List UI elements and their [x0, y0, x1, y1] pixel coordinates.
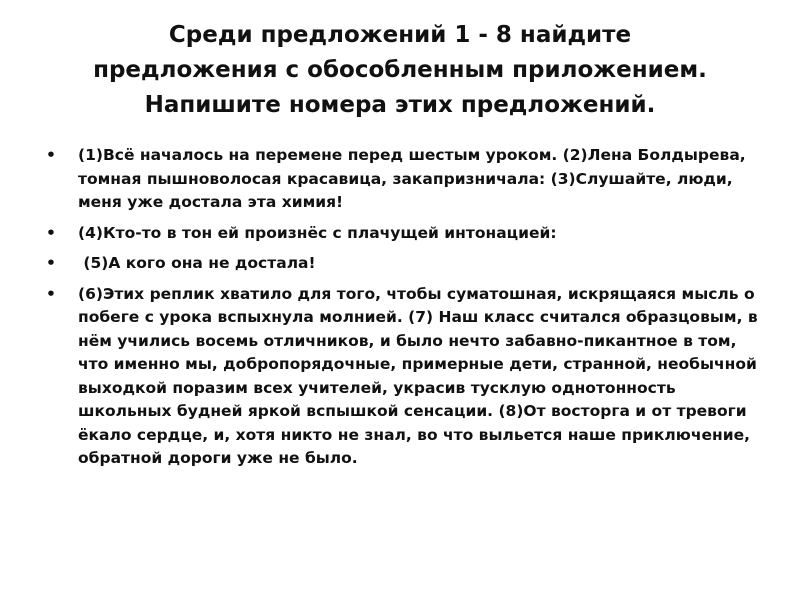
title-line-1: Среди предложений 1 - 8 найдите [168, 22, 632, 48]
list-item [46, 144, 761, 215]
bullet-icon: • [46, 223, 56, 242]
title-line-2: предложения с обособленным приложением. [93, 57, 707, 83]
list-item-text: (6)Этих реплик хватило для того, чтобы суматошная, искрящаяся мысль о побеге с урока вспыхнула молнией. (7) Наш класс считался образцовым, в нём учились восемь отличников, и было нечто забавно-пикантное в том, что именно мы, добропорядочные, примерные дети, странной, необычной выходкой поразим всех учителей, украсив тусклую однотонность школьных будней яркой вспышкой сенсации. (8)От восторга и от тревоги ёкало сердце, и, хотя никто не знал, во что выльется наше приключение, обратной дороги уже не было. [78, 284, 758, 467]
list-item [46, 222, 761, 246]
bullet-icon: • [46, 254, 56, 272]
slide-title [30, 18, 770, 123]
list-item [46, 283, 761, 471]
bullet-icon: • [46, 284, 56, 303]
title-line-3: Напишите номера этих предложений. [144, 92, 656, 118]
list-item-text: (5)А кого она не достала! [78, 254, 316, 272]
bullet-list [46, 144, 761, 478]
list-item-text: (1)Всё началось на перемене перед шестым уроком. (2)Лена Болдырева, томная пышноволосая красавица, закапризничала: (3)Слушайте, люди, меня уже достала эта химия! [78, 146, 746, 211]
list-item [46, 252, 761, 276]
list-item-text: (4)Кто-то в тон ей произнёс с плачущей интонацией: [78, 223, 557, 242]
bullet-icon: • [46, 146, 56, 164]
